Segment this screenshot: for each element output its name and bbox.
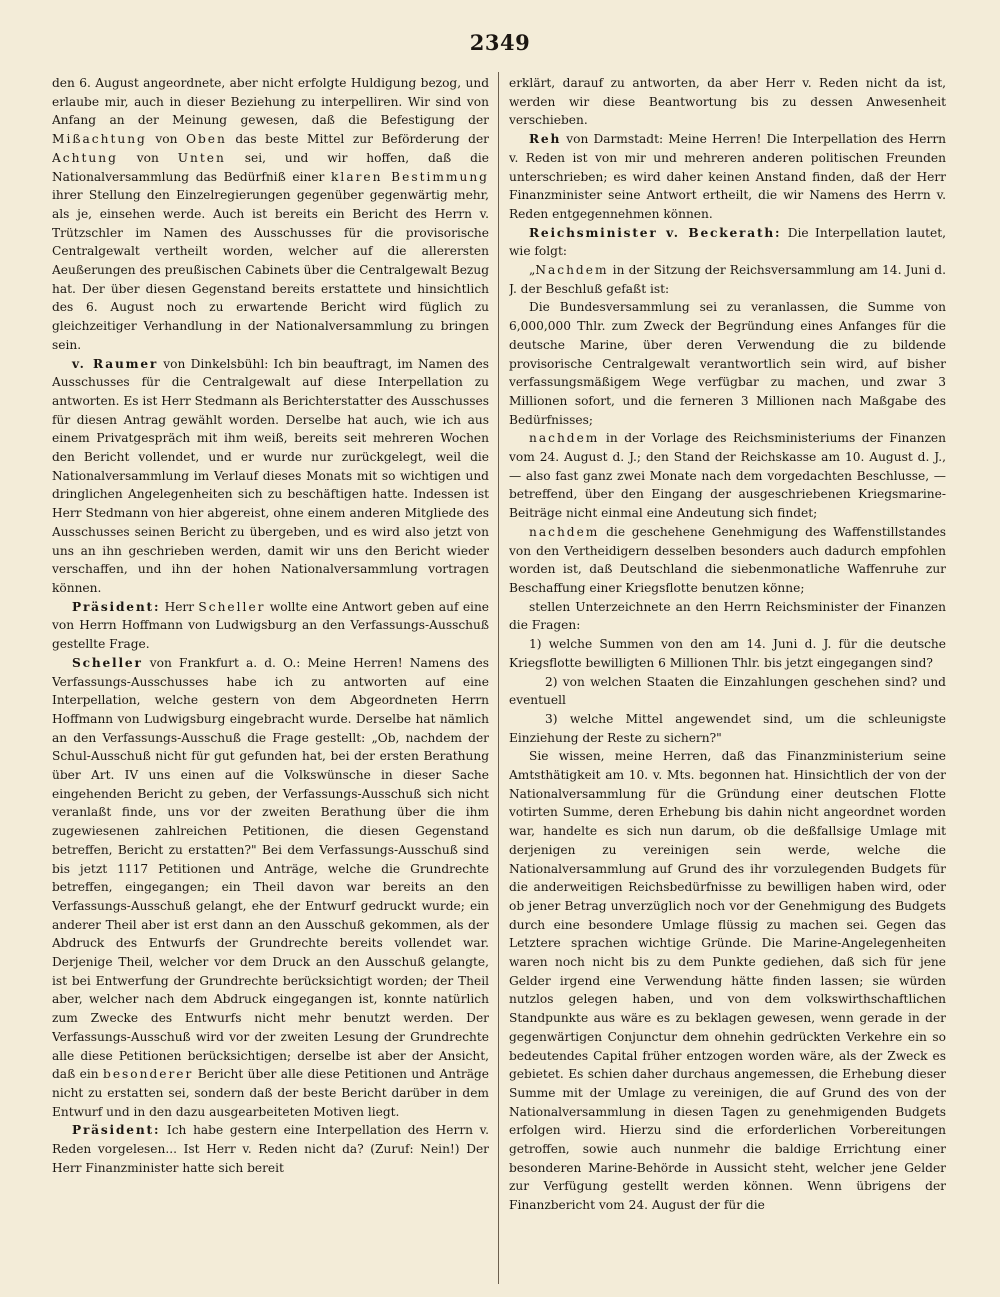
emphasis-text: Unten — [177, 150, 226, 165]
text-run: 1) welche Summen von den am 14. Juni d. J. für die deutsche Kriegsflotte bewilligten 6 Millionen Thlr. bis jetzt eingegangen sind? — [509, 637, 946, 670]
speaker-name: Präsident: — [72, 599, 161, 614]
text-run: ihrer Stellung den Einzelregierungen gegenüber gegenwärtig mehr, als je, einsehen werde. Auch ist bereits ein Bericht des Herrn v. Trützschler im Namen des Ausschusses für die provisorische Centralgewalt vertheilt worden, welcher auf die allerersten Aeußerungen des preußischen Cabinets über die Centralgewalt Bezug hat. Der über diesen Gegenstand bereits erstattete und hinsichtlich des 6. August noch zu erwartende Bericht wird füglich zu gleichzeitiger Verhandlung in der Nationalversammlung zu bringen sein. — [52, 188, 489, 352]
text-run: wollte eine Antwort geben auf eine von Herrn Hoffmann von Ludwigsburg an den Verfassungs-Ausschuß gestellte Frage. — [52, 599, 489, 652]
right-paragraph — [509, 673, 946, 710]
text-run: erklärt, darauf zu antworten, da aber Herr v. Reden nicht da ist, werden wir diese Beantwortung bis zu dessen Anwesenheit verschieben. — [509, 76, 946, 128]
left-paragraph — [52, 598, 489, 654]
right-paragraph — [509, 429, 946, 523]
left-paragraph — [52, 74, 489, 355]
emphasis-text: besonderer — [103, 1067, 194, 1082]
emphasis-text: nachdem — [529, 524, 600, 539]
text-run: in der Vorlage des Reichsministeriums der Finanzen vom 24. August d. J.; den Stand der Reichskasse am 10. August d. J., — also fast ganz zwei Monate nach dem vorgedachten Beschlusse, — betreffend, über den Eingang der ausgeschriebenen Kriegsmarine-Beiträge nicht einmal eine Andeutung sich findet; — [509, 431, 946, 521]
emphasis-text: Oben — [185, 132, 227, 147]
right-paragraph — [509, 224, 946, 261]
right-paragraph — [509, 261, 946, 298]
column-divider — [498, 72, 499, 1284]
text-run: Herr — [160, 599, 199, 614]
text-run: Ich habe gestern eine Interpellation des Herrn v. Reden vorgelesen... Ist Herr v. Reden nicht da? (Zuruf: Nein!) Der Herr Finanzminister hatte sich bereit — [52, 1123, 489, 1175]
emphasis-text: Achtung — [52, 150, 118, 165]
text-run: 3) welche Mittel angewendet sind, um die schleunigste Einziehung der Reste zu sichern?" — [509, 711, 946, 745]
speaker-name: Präsident: — [72, 1123, 161, 1138]
right-paragraph — [509, 298, 946, 429]
right-paragraph — [509, 130, 946, 224]
left-column — [52, 74, 489, 1284]
text-run: sei, und wir hoffen, daß die Nationalversammlung das Bedürfniß einer — [52, 150, 489, 184]
emphasis-text: nachdem — [529, 431, 600, 446]
text-run: von — [146, 132, 186, 147]
text-run: Bericht über alle diese Petitionen und Anträge nicht zu erstatten sei, sondern daß der beste Bericht darüber in dem Entwurf und in den dazu ausgearbeiteten Motiven liegt. — [52, 1067, 489, 1119]
right-paragraph — [509, 523, 946, 598]
right-paragraph — [509, 710, 946, 747]
text-run: Die Bundesversammlung sei zu veranlassen, die Summe von 6,000,000 Thlr. zum Zweck der Begründung eines Anfanges für die deutsche Marine, über deren Verwendung die zu bildende provisorische Centralgewalt verantwortlich sein wird, auf bisher verfassungsmäßigem Wege verfügbar zu machen, und zwar 3 Millionen sofort, und die ferneren 3 Millionen nach Maßgabe des Bedürfnisses; — [509, 300, 946, 427]
text-run: von Frankfurt a. d. O.: Meine Herren! Namens des Verfassungs-Ausschusses habe ich zu antworten auf eine Interpellation, welche gestern von dem Abgeordneten Herrn Hoffmann von Ludwigsburg eingebracht wurde. Derselbe hat nämlich an den Verfassungs-Ausschuß die Frage gestellt: „Ob, nachdem der Schul-Ausschuß nicht für gut gefunden hat, bei der ersten Berathung über Art. IV uns einen auf die Volkswünsche in dieser Sache eingehenden Bericht zu geben, der Verfassungs-Ausschuß sich nicht veranlaßt finde, uns vor der zweiten Berathung über die ihm zugewiesenen zahlreichen Petitionen, die diesen Gegenstand betreffen, Bericht zu erstatten?" Bei dem Verfassungs-Ausschuß sind bis jetzt 1117 Petitionen und Anträge, welche die Grundrechte betreffen, eingegangen; ein Theil davon war bereits an den Verfassungs-Ausschuß gelangt, ehe der Entwurf gedruckt wurde; ein anderer Theil aber ist erst dann an den Ausschuß gekommen, als der Abdruck des Entwurfs der Grundrechte bereits vollendet war. Derjenige Theil, welcher vor dem Druck an den Ausschuß gelangte, ist bei Entwerfung der Grundrechte berücksichtigt worden; der Theil aber, welcher nach dem Abdruck eingegangen ist, konnte natürlich zum Zwecke des Entwurfs nicht mehr benutzt werden. Der Verfassungs-Ausschuß wird vor der zweiten Lesung der Grundrechte alle diese Petitionen berücksichtigen; derselbe ist aber der Ansicht, daß ein — [52, 655, 489, 1082]
left-paragraph — [52, 355, 489, 598]
emphasis-text: Nachdem — [535, 263, 609, 278]
emphasis-text: klaren Bestimmung — [331, 169, 489, 184]
text-run: von Dinkelsbühl: Ich bin beauftragt, im Namen des Ausschusses für die Centralgewalt auf diese Interpellation zu antworten. Es ist Herr Stedmann als Berichterstatter des Ausschusses für diesen Antrag gewählt worden. Derselbe hat auch, wie ich aus einem Privatgespräch mit ihm weiß, bereits seit mehreren Wochen den Bericht vollendet, und er wurde nur zurückgelegt, weil die Nationalversammlung im Verlauf dieses Monats mit so wichtigen und dringlichen Angelegenheiten sich zu beschäftigen hatte. Indessen ist Herr Stedmann von hier abgereist, ohne einem anderen Mitgliede des Ausschusses seinen Bericht zu übergeben, und es wird also jetzt von uns an ihn geschrieben werden, damit wir uns den Bericht wieder verschaffen, und ihn der hohen Nationalversammlung vortragen können. — [52, 356, 489, 595]
left-paragraph — [52, 1121, 489, 1177]
speaker-name: Reichsminister v. Beckerath: — [529, 225, 782, 240]
text-run: das beste Mittel zur Beförderung der — [226, 132, 489, 147]
right-paragraph — [509, 635, 946, 672]
speaker-name: Scheller — [72, 655, 143, 670]
right-column — [509, 74, 946, 1284]
text-run: von — [117, 150, 178, 165]
text-run: „ — [529, 263, 536, 278]
right-paragraph — [509, 598, 946, 635]
page-number: 2349 — [469, 30, 531, 55]
speaker-name: Reh — [529, 132, 562, 147]
text-run: den 6. August angeordnete, aber nicht erfolgte Huldigung bezog, und erlaube mir, auch in dieser Beziehung zu interpelliren. Wir sind von Anfang an der Meinung gewesen, daß die Befestigung der — [52, 76, 489, 128]
text-run: von Darmstadt: Meine Herren! Die Interpellation des Herrn v. Reden ist von mir und mehreren anderen politischen Freunden unterschrieben; es wird daher keinen Anstand finden, daß der Herr Finanzminister seine Antwort ertheilt, die wir Namens des Herrn v. Reden entgegennehmen können. — [509, 132, 946, 221]
emphasis-text: Scheller — [198, 599, 266, 614]
left-paragraph — [52, 654, 489, 1122]
text-run: in der Sitzung der Reichsversammlung am 14. Juni d. J. der Beschluß gefaßt ist: — [509, 263, 946, 296]
right-paragraph — [509, 747, 946, 1215]
text-run: Sie wissen, meine Herren, daß das Finanzministerium seine Amtsthätigkeit am 10. v. Mts. begonnen hat. Hinsichtlich der von der Nationalversammlung für die Gründung einer deutschen Flotte votirten Summe, deren Erhebung bis dahin nicht angeordnet worden war, handelte es sich nun darum, ob die deßfallsige Umlage mit derjenigen zu vereinigen sein werde, welche die Nationalversammlung auf Grund des ihr vorzulegenden Budgets für die anderweitigen Reichsbedürfnisse zu bewilligen haben wird, oder ob jener Betrag unverzüglich noch vor der Genehmigung des Budgets durch eine besondere Umlage flüssig zu machen sei. Gegen das Letztere sprachen wichtige Gründe. Die Marine-Angelegenheiten waren noch nicht bis zu dem Punkte gediehen, daß sich für jene Gelder irgend eine Verwendung hätte finden lassen; sie würden nutzlos gelegen haben, und von dem volkswirthschaftlichen Standpunkte aus wäre es zu beklagen gewesen, wenn gerade in der gegenwärtigen Conjunctur dem ohnehin gedrückten Verkehre ein so bedeutendes Capital früher entzogen worden wäre, als der Zweck es gebietet. Es schien daher durchaus angemessen, die Erhebung dieser Summe mit der Umlage zu vereinigen, die auf Grund des von der Nationalversammlung in diesen Tagen zu genehmigenden Budgets erfolgen wird. Hierzu sind die erforderlichen Vorbereitungen getroffen, sowie auch nunmehr die baldige Errichtung einer besonderen Marine-Behörde in Aussicht steht, welcher jene Gelder zur Verfügung gestellt werden können. Wenn übrigens der Finanzbericht vom 24. August der für die — [509, 749, 946, 1213]
text-run: stellen Unterzeichnete an den Herrn Reichsminister der Finanzen die Fragen: — [509, 599, 946, 633]
emphasis-text: Mißachtung — [52, 132, 147, 147]
text-run: Die Interpellation lautet, wie folgt: — [509, 225, 946, 259]
speaker-name: v. Raumer — [72, 356, 159, 371]
text-run: die geschehene Genehmigung des Waffenstillstandes von den Vertheidigern desselben besonders auch dadurch empfohlen worden ist, daß Deutschland die siebenmonatliche Waffenruhe zur Beschaffung einer Kriegsflotte benutzen könne; — [509, 524, 946, 595]
text-run: 2) von welchen Staaten die Einzahlungen geschehen sind? und eventuell — [509, 674, 946, 708]
right-paragraph — [509, 74, 946, 130]
